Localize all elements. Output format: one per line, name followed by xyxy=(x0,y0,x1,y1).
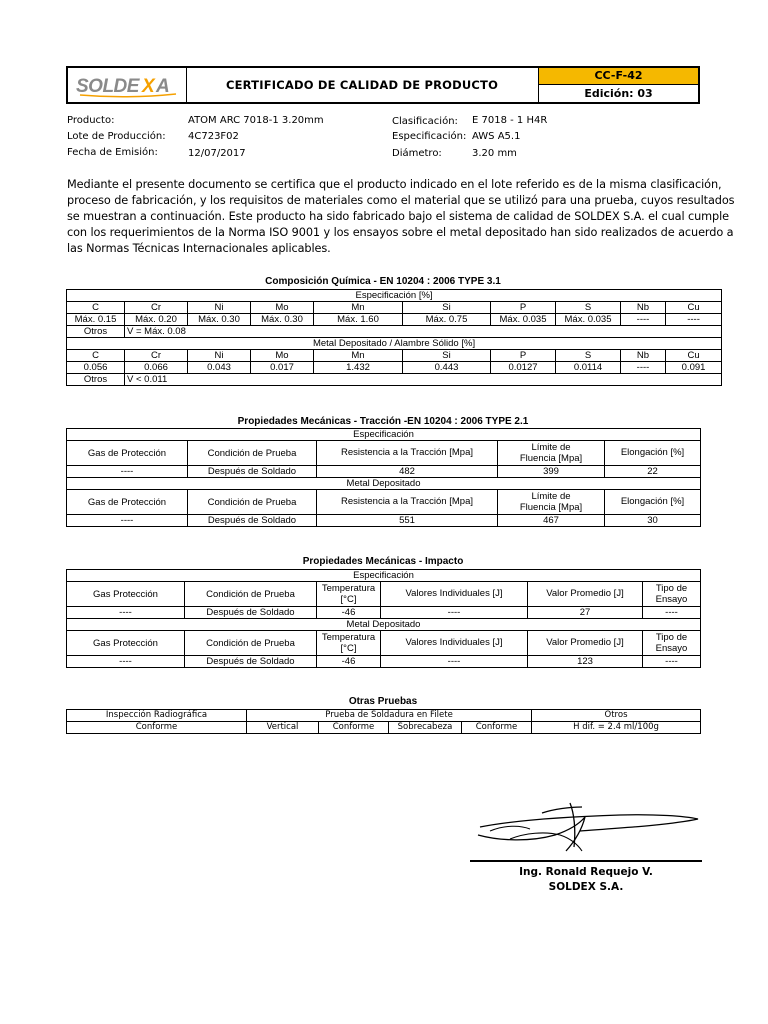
impact-cell: ---- xyxy=(67,607,185,619)
paragraph-line: las Normas Técnicas Internacionales aplicables. xyxy=(67,242,331,255)
tension-cell: 482 xyxy=(317,466,498,478)
chem-deposit-value: 0.0127 xyxy=(491,362,556,374)
document-title: CERTIFICADO DE CALIDAD DE PRODUCTO xyxy=(186,68,539,102)
fillet-header: Prueba de Soldadura en Filete xyxy=(247,710,532,722)
chem-spec-value: Máx. 0.035 xyxy=(556,314,621,326)
chem-deposit-value: 0.443 xyxy=(403,362,491,374)
fillet-cell: Conforme xyxy=(462,722,532,734)
col-average-header: Valor Promedio [J] xyxy=(528,582,643,607)
impact-cell: ---- xyxy=(643,656,701,668)
col-temperature-header: Temperatura [°C] xyxy=(317,631,381,656)
tension-cell: 467 xyxy=(498,515,605,527)
chem-spec-value: ---- xyxy=(666,314,722,326)
classification-label: Clasificación: xyxy=(392,116,458,127)
chem-table xyxy=(66,289,722,386)
chem-spec-value: Máx. 0.15 xyxy=(67,314,125,326)
impact-deposit-header: Metal Depositado xyxy=(67,619,701,631)
signature-line xyxy=(470,860,702,862)
diameter-value: 3.20 mm xyxy=(472,148,517,159)
other-tests-title: Otras Pruebas xyxy=(348,696,418,707)
chem-element: Nb xyxy=(621,350,666,362)
chem-deposit-value: 0.043 xyxy=(188,362,251,374)
product-value: ATOM ARC 7018-1 3.20mm xyxy=(188,115,324,126)
chem-spec-value: Máx. 1.60 xyxy=(314,314,403,326)
chem-element: P xyxy=(491,350,556,362)
svg-text:X: X xyxy=(142,76,155,97)
chem-element: Ni xyxy=(188,350,251,362)
chem-spec-others: V = Máx. 0.08 xyxy=(125,326,722,338)
col-individual-header: Valores Individuales [J] xyxy=(381,631,528,656)
chem-element: Cu xyxy=(666,350,722,362)
chem-spec-header: Especificación [%] xyxy=(67,290,722,302)
impact-table xyxy=(66,569,701,668)
chem-element: Si xyxy=(403,350,491,362)
signature-scribble xyxy=(470,795,710,865)
chem-title: Composición Química - EN 10204 : 2006 TYPE 3.1 xyxy=(265,276,501,287)
form-code: CC-F-42 xyxy=(539,68,698,85)
col-individual-header: Valores Individuales [J] xyxy=(381,582,528,607)
col-tensile-header: Resistencia a la Tracción [Mpa] xyxy=(317,490,498,515)
chem-spec-value: Máx. 0.035 xyxy=(491,314,556,326)
chem-deposit-value: 0.056 xyxy=(67,362,125,374)
col-gas-header: Gas Protección xyxy=(67,631,185,656)
tension-cell: Después de Soldado xyxy=(188,515,317,527)
chem-spec-value: Máx. 0.20 xyxy=(125,314,188,326)
tension-spec-header: Especificación xyxy=(67,429,701,441)
col-tensile-header: Resistencia a la Tracción [Mpa] xyxy=(317,441,498,466)
soldexa-logo xyxy=(68,68,187,102)
col-condition-header: Condición de Prueba xyxy=(188,441,317,466)
chem-deposit-value: 0.0114 xyxy=(556,362,621,374)
edition-label: Edición: 03 xyxy=(584,87,653,100)
signature-block xyxy=(470,865,702,895)
tension-cell: 399 xyxy=(498,466,605,478)
paragraph-line: con los requerimientos de la Norma ISO 9001 y los ensayos sobre el metal depositado han sido realizados de acuerdo a xyxy=(67,226,734,239)
chem-deposit-value: ---- xyxy=(621,362,666,374)
other-tests-table xyxy=(66,709,701,734)
chem-spec-value: ---- xyxy=(621,314,666,326)
certification-paragraph xyxy=(67,177,735,257)
chem-deposit-value: 0.017 xyxy=(251,362,314,374)
chem-element: Mo xyxy=(251,302,314,314)
chem-deposit-value: 1.432 xyxy=(314,362,403,374)
svg-text:A: A xyxy=(156,76,170,97)
specification-value: AWS A5.1 xyxy=(472,131,521,142)
impact-cell: Después de Soldado xyxy=(185,607,317,619)
chem-element: C xyxy=(67,302,125,314)
chem-element: Mo xyxy=(251,350,314,362)
col-yield-header: Límite de Fluencia [Mpa] xyxy=(498,441,605,466)
col-elongation-header: Elongación [%] xyxy=(605,441,701,466)
classification-value: E 7018 - 1 H4R xyxy=(472,115,548,126)
chem-element: S xyxy=(556,302,621,314)
radiographic-result: Conforme xyxy=(67,722,247,734)
svg-text:SOLDE: SOLDE xyxy=(76,76,139,97)
chem-element: S xyxy=(556,350,621,362)
col-test-type-header: Tipo de Ensayo xyxy=(643,631,701,656)
col-condition-header: Condición de Prueba xyxy=(185,582,317,607)
col-gas-header: Gas de Protección xyxy=(67,490,188,515)
tension-cell: 30 xyxy=(605,515,701,527)
impact-cell: ---- xyxy=(67,656,185,668)
chem-deposit-others: V < 0.011 xyxy=(125,374,722,386)
product-label: Producto: xyxy=(67,115,115,126)
signer-company: SOLDEX S.A. xyxy=(548,881,624,893)
col-gas-header: Gas de Protección xyxy=(67,441,188,466)
lot-value: 4C723F02 xyxy=(188,131,239,142)
impact-cell: 27 xyxy=(528,607,643,619)
tension-table xyxy=(66,428,701,527)
col-average-header: Valor Promedio [J] xyxy=(528,631,643,656)
chem-spec-value: Máx. 0.30 xyxy=(188,314,251,326)
chem-element: Si xyxy=(403,302,491,314)
chem-spec-value: Máx. 0.30 xyxy=(251,314,314,326)
col-condition-header: Condición de Prueba xyxy=(185,631,317,656)
fillet-cell: Vertical xyxy=(247,722,319,734)
signer-name: Ing. Ronald Requejo V. xyxy=(519,866,653,878)
chem-deposit-value: 0.091 xyxy=(666,362,722,374)
impact-cell: ---- xyxy=(643,607,701,619)
chem-spec-value: Máx. 0.75 xyxy=(403,314,491,326)
chem-element: Cr xyxy=(125,350,188,362)
col-yield-header: Límite de Fluencia [Mpa] xyxy=(498,490,605,515)
date-value: 12/07/2017 xyxy=(188,148,246,159)
tension-deposit-header: Metal Depositado xyxy=(67,478,701,490)
col-test-type-header: Tipo de Ensayo xyxy=(643,582,701,607)
tension-title: Propiedades Mecánicas - Tracción -EN 10204 : 2006 TYPE 2.1 xyxy=(237,416,529,427)
col-condition-header: Condición de Prueba xyxy=(188,490,317,515)
impact-cell: Después de Soldado xyxy=(185,656,317,668)
chem-element: C xyxy=(67,350,125,362)
chem-element: Mn xyxy=(314,350,403,362)
tension-cell: ---- xyxy=(67,466,188,478)
fillet-cell: Conforme xyxy=(319,722,389,734)
impact-cell: ---- xyxy=(381,656,528,668)
paragraph-line: Mediante el presente documento se certifica que el producto indicado en el lote referido es de la misma clasificación, xyxy=(67,178,722,191)
chem-element: Mn xyxy=(314,302,403,314)
chem-others-label: Otros xyxy=(67,326,125,338)
chem-others-label: Otros xyxy=(67,374,125,386)
chem-element: Nb xyxy=(621,302,666,314)
diameter-label: Diámetro: xyxy=(392,148,442,159)
tension-cell: Después de Soldado xyxy=(188,466,317,478)
specification-label: Especificación: xyxy=(392,131,467,142)
col-gas-header: Gas Protección xyxy=(67,582,185,607)
fillet-cell: Sobrecabeza xyxy=(389,722,462,734)
col-elongation-header: Elongación [%] xyxy=(605,490,701,515)
chem-deposit-value: 0.066 xyxy=(125,362,188,374)
chem-deposit-header: Metal Depositado / Alambre Sólido [%] xyxy=(67,338,722,350)
chem-element: Cr xyxy=(125,302,188,314)
impact-spec-header: Especificación xyxy=(67,570,701,582)
impact-cell: -46 xyxy=(317,656,381,668)
impact-title: Propiedades Mecánicas - Impacto xyxy=(302,556,464,567)
chem-element: Ni xyxy=(188,302,251,314)
others-result: H dif. = 2.4 ml/100g xyxy=(532,722,701,734)
paragraph-line: se muestran a continuación. Este producto ha sido fabricado bajo el sistema de calidad de SOLDEX S.A. el cual cumple xyxy=(67,210,730,223)
chem-element: Cu xyxy=(666,302,722,314)
tension-cell: 22 xyxy=(605,466,701,478)
lot-label: Lote de Producción: xyxy=(67,131,166,142)
date-label: Fecha de Emisión: xyxy=(67,147,158,158)
paragraph-line: proceso de fabricación, y los requisitos de materiales como el material que se utilizó para una prueba, cuyos resultados xyxy=(67,194,735,207)
impact-cell: -46 xyxy=(317,607,381,619)
tension-cell: 551 xyxy=(317,515,498,527)
col-temperature-header: Temperatura [°C] xyxy=(317,582,381,607)
tension-cell: ---- xyxy=(67,515,188,527)
chem-element: P xyxy=(491,302,556,314)
impact-cell: ---- xyxy=(381,607,528,619)
others-header: Otros xyxy=(532,710,701,722)
radiographic-header: Inspección Radiográfica xyxy=(67,710,247,722)
document-header xyxy=(66,66,700,104)
impact-cell: 123 xyxy=(528,656,643,668)
